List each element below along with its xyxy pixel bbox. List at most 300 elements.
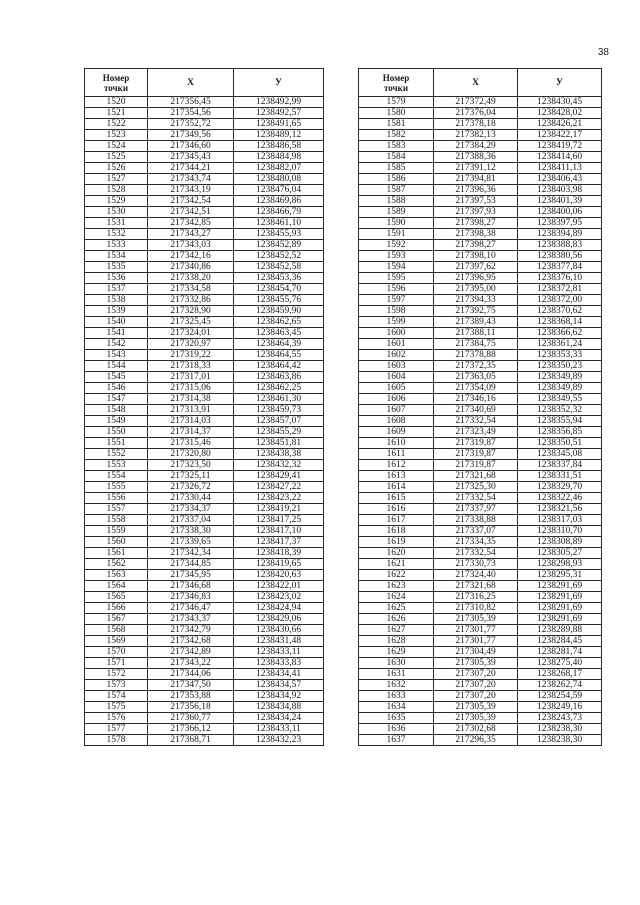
table-row [85,119,324,130]
point-number-cell: 1540 [85,317,148,328]
table-row [85,350,324,361]
x-coordinate-cell: 217392,75 [434,306,518,317]
table-row [359,108,602,119]
x-coordinate-cell: 217378,18 [434,119,518,130]
x-coordinate-cell: 217389,43 [434,317,518,328]
y-coordinate-cell: 1238262,74 [518,680,602,691]
point-number-cell: 1547 [85,394,148,405]
table-row [359,680,602,691]
x-coordinate-cell: 217301,77 [434,625,518,636]
x-coordinate-cell: 217384,29 [434,141,518,152]
point-number-cell: 1601 [359,339,434,350]
y-coordinate-cell: 1238434,88 [234,702,324,713]
point-number-cell: 1524 [85,141,148,152]
table-row [359,350,602,361]
point-number-cell: 1522 [85,119,148,130]
x-coordinate-cell: 217339,65 [148,537,234,548]
table-row [359,372,602,383]
point-number-cell: 1526 [85,163,148,174]
table-header-row [85,69,324,97]
y-coordinate-cell: 1238249,16 [518,702,602,713]
y-coordinate-cell: 1238419,21 [234,504,324,515]
x-coordinate-cell: 217345,43 [148,152,234,163]
table-row [359,537,602,548]
point-number-cell: 1560 [85,537,148,548]
y-coordinate-cell: 1238461,10 [234,218,324,229]
point-number-cell: 1567 [85,614,148,625]
y-coordinate-cell: 1238420,63 [234,570,324,581]
x-coordinate-cell: 217342,16 [148,251,234,262]
x-coordinate-cell: 217343,22 [148,658,234,669]
y-coordinate-cell: 1238308,89 [518,537,602,548]
y-coordinate-cell: 1238321,56 [518,504,602,515]
x-coordinate-cell: 217354,56 [148,108,234,119]
point-number-cell: 1591 [359,229,434,240]
point-number-cell: 1603 [359,361,434,372]
point-number-cell: 1521 [85,108,148,119]
point-number-cell: 1635 [359,713,434,724]
y-coordinate-cell: 1238356,85 [518,427,602,438]
point-number-cell: 1535 [85,262,148,273]
table-row [85,273,324,284]
point-number-cell: 1590 [359,218,434,229]
y-coordinate-cell: 1238429,41 [234,471,324,482]
point-number-cell: 1623 [359,581,434,592]
y-coordinate-cell: 1238380,56 [518,251,602,262]
y-coordinate-cell: 1238428,02 [518,108,602,119]
x-coordinate-cell: 217372,49 [434,97,518,108]
point-number-cell: 1531 [85,218,148,229]
point-number-cell: 1619 [359,537,434,548]
y-coordinate-cell: 1238438,38 [234,449,324,460]
y-coordinate-cell: 1238434,92 [234,691,324,702]
point-number-cell: 1608 [359,416,434,427]
x-coordinate-cell: 217342,54 [148,196,234,207]
point-number-cell: 1573 [85,680,148,691]
point-number-cell: 1559 [85,526,148,537]
point-number-cell: 1611 [359,449,434,460]
y-coordinate-cell: 1238484,98 [234,152,324,163]
point-number-header: Номер точки [85,69,148,97]
x-coordinate-cell: 217319,87 [434,438,518,449]
table-row [85,669,324,680]
point-number-cell: 1545 [85,372,148,383]
y-coordinate-cell: 1238243,73 [518,713,602,724]
table-row [359,152,602,163]
point-number-header: Номер точки [359,69,434,97]
y-coordinate-cell: 1238422,01 [234,581,324,592]
x-coordinate-cell: 217353,88 [148,691,234,702]
x-coordinate-cell: 217338,30 [148,526,234,537]
y-coordinate-cell: 1238310,70 [518,526,602,537]
point-number-cell: 1609 [359,427,434,438]
x-coordinate-cell: 217356,18 [148,702,234,713]
y-coordinate-cell: 1238417,37 [234,537,324,548]
table-row [359,625,602,636]
x-coordinate-cell: 217319,22 [148,350,234,361]
y-coordinate-cell: 1238406,43 [518,174,602,185]
table-row [359,504,602,515]
table-row [85,625,324,636]
point-number-cell: 1624 [359,592,434,603]
table-row [85,493,324,504]
table-row [359,284,602,295]
point-number-cell: 1572 [85,669,148,680]
point-number-cell: 1594 [359,262,434,273]
y-coordinate-cell: 1238461,30 [234,394,324,405]
x-coordinate-cell: 217314,38 [148,394,234,405]
point-number-cell: 1542 [85,339,148,350]
table-row [85,372,324,383]
x-header: X [148,69,234,97]
table-row [359,526,602,537]
coordinates-table-left [84,68,324,746]
x-coordinate-cell: 217346,47 [148,603,234,614]
y-coordinate-cell: 1238451,81 [234,438,324,449]
point-number-cell: 1630 [359,658,434,669]
y-coordinate-cell: 1238275,40 [518,658,602,669]
table-row [85,647,324,658]
table-row [85,97,324,108]
table-row [85,416,324,427]
point-number-cell: 1530 [85,207,148,218]
y-coordinate-cell: 1238430,45 [518,97,602,108]
table-row [85,504,324,515]
table-row [359,449,602,460]
x-coordinate-cell: 217343,74 [148,174,234,185]
table-row [359,702,602,713]
x-coordinate-cell: 217343,19 [148,185,234,196]
point-number-cell: 1557 [85,504,148,515]
table-row [359,97,602,108]
table-row [359,713,602,724]
y-coordinate-cell: 1238238,30 [518,735,602,746]
point-number-cell: 1631 [359,669,434,680]
x-coordinate-cell: 217305,39 [434,614,518,625]
x-coordinate-cell: 217356,45 [148,97,234,108]
y-coordinate-cell: 1238431,48 [234,636,324,647]
point-number-cell: 1551 [85,438,148,449]
x-coordinate-cell: 217330,73 [434,559,518,570]
y-coordinate-cell: 1238454,70 [234,284,324,295]
x-coordinate-cell: 217346,60 [148,141,234,152]
table-row [359,515,602,526]
y-coordinate-cell: 1238427,22 [234,482,324,493]
table-row [85,570,324,581]
table-row [85,240,324,251]
table-row [359,361,602,372]
point-number-cell: 1534 [85,251,148,262]
x-coordinate-cell: 217342,68 [148,636,234,647]
point-number-cell: 1613 [359,471,434,482]
point-number-cell: 1571 [85,658,148,669]
y-coordinate-cell: 1238349,89 [518,372,602,383]
point-number-cell: 1532 [85,229,148,240]
y-coordinate-cell: 1238417,25 [234,515,324,526]
x-coordinate-cell: 217397,53 [434,196,518,207]
table-row [359,163,602,174]
x-coordinate-cell: 217397,93 [434,207,518,218]
point-number-cell: 1618 [359,526,434,537]
point-number-cell: 1574 [85,691,148,702]
y-coordinate-cell: 1238434,57 [234,680,324,691]
point-number-cell: 1607 [359,405,434,416]
x-header: X [434,69,518,97]
table-row [85,636,324,647]
x-coordinate-cell: 217340,69 [434,405,518,416]
y-header: У [518,69,602,97]
table-row [85,482,324,493]
table-row [359,658,602,669]
y-coordinate-cell: 1238353,33 [518,350,602,361]
y-coordinate-cell: 1238403,98 [518,185,602,196]
table-row [359,416,602,427]
point-number-cell: 1544 [85,361,148,372]
y-coordinate-cell: 1238423,02 [234,592,324,603]
table-row [85,295,324,306]
point-number-cell: 1569 [85,636,148,647]
y-coordinate-cell: 1238459,90 [234,306,324,317]
y-coordinate-cell: 1238480,08 [234,174,324,185]
table-row [359,603,602,614]
x-coordinate-cell: 217347,50 [148,680,234,691]
point-number-cell: 1558 [85,515,148,526]
point-number-cell: 1577 [85,724,148,735]
table-row [85,185,324,196]
point-number-cell: 1570 [85,647,148,658]
table-row [85,515,324,526]
x-coordinate-cell: 217346,68 [148,581,234,592]
x-coordinate-cell: 217325,11 [148,471,234,482]
table-row [85,702,324,713]
y-coordinate-cell: 1238350,51 [518,438,602,449]
x-coordinate-cell: 217342,89 [148,647,234,658]
y-coordinate-cell: 1238337,84 [518,460,602,471]
table-row [359,460,602,471]
point-number-cell: 1555 [85,482,148,493]
point-number-cell: 1582 [359,130,434,141]
point-number-cell: 1543 [85,350,148,361]
x-coordinate-cell: 217301,77 [434,636,518,647]
x-coordinate-cell: 217305,39 [434,658,518,669]
y-coordinate-cell: 1238317,03 [518,515,602,526]
point-number-cell: 1528 [85,185,148,196]
y-coordinate-cell: 1238482,07 [234,163,324,174]
y-header: У [234,69,324,97]
x-coordinate-cell: 217328,90 [148,306,234,317]
x-coordinate-cell: 217395,00 [434,284,518,295]
table-row [359,548,602,559]
x-coordinate-cell: 217310,82 [434,603,518,614]
x-coordinate-cell: 217398,27 [434,218,518,229]
x-coordinate-cell: 217342,34 [148,548,234,559]
y-coordinate-cell: 1238349,89 [518,383,602,394]
y-coordinate-cell: 1238349,55 [518,394,602,405]
y-coordinate-cell: 1238397,95 [518,218,602,229]
page-number: 38 [597,47,609,58]
x-coordinate-cell: 217334,37 [148,504,234,515]
x-coordinate-cell: 217360,77 [148,713,234,724]
table-row [85,603,324,614]
x-coordinate-cell: 217349,56 [148,130,234,141]
table-row [85,735,324,746]
x-coordinate-cell: 217397,62 [434,262,518,273]
table-row [359,306,602,317]
y-coordinate-cell: 1238372,81 [518,284,602,295]
point-number-cell: 1562 [85,559,148,570]
y-coordinate-cell: 1238492,57 [234,108,324,119]
y-coordinate-cell: 1238455,29 [234,427,324,438]
x-coordinate-cell: 217307,20 [434,680,518,691]
x-coordinate-cell: 217337,07 [434,526,518,537]
table-row [359,570,602,581]
point-number-cell: 1525 [85,152,148,163]
point-number-cell: 1598 [359,306,434,317]
x-coordinate-cell: 217332,54 [434,416,518,427]
point-number-cell: 1556 [85,493,148,504]
point-number-cell: 1612 [359,460,434,471]
table-row [85,328,324,339]
y-coordinate-cell: 1238476,04 [234,185,324,196]
x-coordinate-cell: 217314,37 [148,427,234,438]
point-number-cell: 1520 [85,97,148,108]
y-coordinate-cell: 1238457,07 [234,416,324,427]
table-row [359,581,602,592]
y-coordinate-cell: 1238418,39 [234,548,324,559]
x-coordinate-cell: 217321,68 [434,581,518,592]
table-row [85,427,324,438]
x-coordinate-cell: 217324,40 [434,570,518,581]
point-number-cell: 1629 [359,647,434,658]
table-row [85,317,324,328]
point-number-cell: 1595 [359,273,434,284]
point-number-cell: 1581 [359,119,434,130]
x-coordinate-cell: 217319,87 [434,460,518,471]
point-number-cell: 1617 [359,515,434,526]
table-row [85,405,324,416]
table-body [85,97,324,746]
x-coordinate-cell: 217332,86 [148,295,234,306]
x-coordinate-cell: 217304,49 [434,647,518,658]
point-number-cell: 1538 [85,295,148,306]
point-number-cell: 1616 [359,504,434,515]
y-coordinate-cell: 1238429,06 [234,614,324,625]
table-row [359,317,602,328]
point-number-cell: 1566 [85,603,148,614]
y-coordinate-cell: 1238345,08 [518,449,602,460]
x-coordinate-cell: 217343,03 [148,240,234,251]
x-coordinate-cell: 217345,95 [148,570,234,581]
point-number-cell: 1546 [85,383,148,394]
point-number-cell: 1527 [85,174,148,185]
y-coordinate-cell: 1238489,12 [234,130,324,141]
x-coordinate-cell: 217343,27 [148,229,234,240]
table-row [85,262,324,273]
x-coordinate-cell: 217332,54 [434,548,518,559]
point-number-cell: 1537 [85,284,148,295]
y-coordinate-cell: 1238331,51 [518,471,602,482]
y-coordinate-cell: 1238466,79 [234,207,324,218]
table-row [85,713,324,724]
x-coordinate-cell: 217344,21 [148,163,234,174]
y-coordinate-cell: 1238452,52 [234,251,324,262]
point-number-cell: 1587 [359,185,434,196]
x-coordinate-cell: 217315,06 [148,383,234,394]
y-coordinate-cell: 1238417,10 [234,526,324,537]
y-coordinate-cell: 1238291,69 [518,592,602,603]
x-coordinate-cell: 217325,45 [148,317,234,328]
table-row [359,471,602,482]
y-coordinate-cell: 1238329,70 [518,482,602,493]
table-row [85,691,324,702]
point-number-cell: 1614 [359,482,434,493]
y-coordinate-cell: 1238422,17 [518,130,602,141]
x-coordinate-cell: 217337,04 [148,515,234,526]
x-coordinate-cell: 217382,13 [434,130,518,141]
table-row [85,339,324,350]
point-number-cell: 1575 [85,702,148,713]
point-number-cell: 1596 [359,284,434,295]
x-coordinate-cell: 217315,46 [148,438,234,449]
x-coordinate-cell: 217323,50 [148,460,234,471]
point-number-cell: 1554 [85,471,148,482]
y-coordinate-cell: 1238372,00 [518,295,602,306]
table-row [359,185,602,196]
x-coordinate-cell: 217346,83 [148,592,234,603]
table-row [85,394,324,405]
x-coordinate-cell: 217302,68 [434,724,518,735]
point-number-cell: 1565 [85,592,148,603]
point-number-cell: 1622 [359,570,434,581]
y-coordinate-cell: 1238394,89 [518,229,602,240]
y-coordinate-cell: 1238432,32 [234,460,324,471]
y-coordinate-cell: 1238452,89 [234,240,324,251]
x-coordinate-cell: 217343,37 [148,614,234,625]
point-number-cell: 1529 [85,196,148,207]
x-coordinate-cell: 217316,25 [434,592,518,603]
y-coordinate-cell: 1238491,65 [234,119,324,130]
table-row [359,735,602,746]
y-coordinate-cell: 1238462,25 [234,383,324,394]
table-row [85,581,324,592]
table-row [359,493,602,504]
table-row [85,152,324,163]
y-coordinate-cell: 1238419,65 [234,559,324,570]
x-coordinate-cell: 217307,20 [434,669,518,680]
point-number-cell: 1579 [359,97,434,108]
table-row [85,526,324,537]
x-coordinate-cell: 217346,16 [434,394,518,405]
y-coordinate-cell: 1238419,72 [518,141,602,152]
x-coordinate-cell: 217396,36 [434,185,518,196]
point-number-cell: 1628 [359,636,434,647]
x-coordinate-cell: 217388,36 [434,152,518,163]
x-coordinate-cell: 217354,09 [434,383,518,394]
x-coordinate-cell: 217334,58 [148,284,234,295]
x-coordinate-cell: 217320,80 [148,449,234,460]
y-coordinate-cell: 1238400,06 [518,207,602,218]
x-coordinate-cell: 217394,33 [434,295,518,306]
table-row [85,218,324,229]
x-coordinate-cell: 217342,51 [148,207,234,218]
table-row [359,207,602,218]
y-coordinate-cell: 1238452,58 [234,262,324,273]
point-number-cell: 1576 [85,713,148,724]
y-coordinate-cell: 1238298,93 [518,559,602,570]
table-row [359,141,602,152]
y-coordinate-cell: 1238414,60 [518,152,602,163]
point-number-cell: 1604 [359,372,434,383]
